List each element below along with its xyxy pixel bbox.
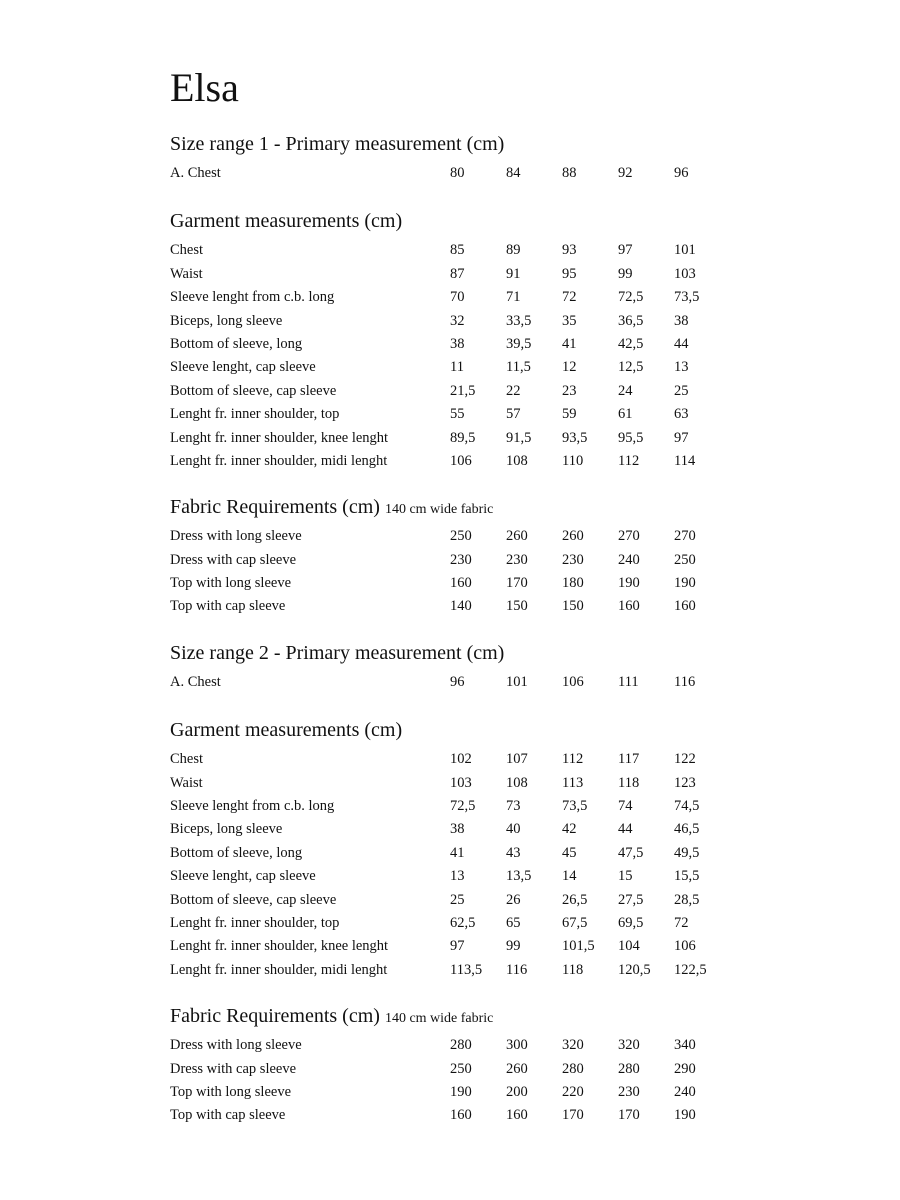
size-4-value: 99 <box>618 265 633 282</box>
size-3-value: 23 <box>562 382 577 399</box>
size-2-value: 57 <box>506 406 521 423</box>
table-row <box>170 572 730 595</box>
size-2-value: 65 <box>506 914 521 931</box>
size-2-value: 39,5 <box>506 335 532 352</box>
size-5-value: 270 <box>674 528 696 545</box>
size-2-value: 160 <box>506 1107 528 1124</box>
size-5-value: 123 <box>674 774 696 791</box>
size-2-value: 13,5 <box>506 868 532 885</box>
size-2-value: 26 <box>506 891 521 908</box>
table-row <box>170 162 730 185</box>
table-row <box>170 1081 730 1104</box>
row-label: Dress with cap sleeve <box>170 551 297 568</box>
garment-measurements-table <box>170 239 730 473</box>
size-2-value: 300 <box>506 1037 528 1054</box>
size-4-value: 160 <box>618 598 640 615</box>
size-5-value: 13 <box>674 359 689 376</box>
table-row <box>170 889 730 912</box>
table-row <box>170 450 730 473</box>
size-2-value: 89 <box>506 242 521 259</box>
size-3-value: 110 <box>562 452 584 469</box>
size-4-value: 36,5 <box>618 312 644 329</box>
size-1-value: 230 <box>450 551 472 568</box>
size-2-value: 260 <box>506 1060 528 1077</box>
size-3-value: 113 <box>562 774 584 791</box>
row-label: Chest <box>170 242 204 259</box>
row-label: Dress with long sleeve <box>170 528 302 545</box>
row-label: Waist <box>170 774 203 791</box>
size-2-value: 43 <box>506 844 521 861</box>
size-5-value: 340 <box>674 1037 696 1054</box>
size-4-value: 15 <box>618 868 633 885</box>
size-4-value: 112 <box>618 452 640 469</box>
table-row <box>170 356 730 379</box>
size-1-value: 89,5 <box>450 429 476 446</box>
size-3-value: 42 <box>562 821 577 838</box>
fabric-width-note: 140 cm wide fabric <box>384 1011 494 1027</box>
fabric-requirements-heading <box>170 493 730 521</box>
size-5-value: 25 <box>674 382 689 399</box>
row-label: Biceps, long sleeve <box>170 821 283 838</box>
size-5-value: 160 <box>674 598 696 615</box>
size-1-value: 70 <box>450 289 465 306</box>
size-5-value: 122 <box>674 751 696 768</box>
fabric-requirements-title: Fabric Requirements (cm) <box>170 496 380 519</box>
size-5-value: 49,5 <box>674 844 700 861</box>
size-5-value: 190 <box>674 575 696 592</box>
size-2-value: 107 <box>506 751 528 768</box>
size-3-value: 106 <box>562 673 584 690</box>
size-3-value: 170 <box>562 1107 584 1124</box>
size-5-value: 15,5 <box>674 868 700 885</box>
size-1-value: 55 <box>450 406 465 423</box>
size-1-value: 102 <box>450 751 472 768</box>
size-3-value: 72 <box>562 289 577 306</box>
row-label: Sleeve lenght from c.b. long <box>170 798 335 815</box>
size-3-value: 260 <box>562 528 584 545</box>
table-row <box>170 310 730 333</box>
table-row <box>170 1034 730 1057</box>
size-2-value: 101 <box>506 673 528 690</box>
size-4-value: 230 <box>618 1083 640 1100</box>
size-4-value: 44 <box>618 821 633 838</box>
table-row <box>170 959 730 982</box>
size-3-value: 45 <box>562 844 577 861</box>
fabric-requirements-title: Fabric Requirements (cm) <box>170 1005 380 1028</box>
table-row <box>170 595 730 618</box>
size-1-value: 87 <box>450 265 465 282</box>
primary-measurement-heading: Size range 2 - Primary measurement (cm) <box>170 641 505 664</box>
size-2-value: 84 <box>506 165 521 181</box>
size-1-value: 280 <box>450 1037 472 1054</box>
size-4-value: 61 <box>618 406 633 423</box>
size-5-value: 28,5 <box>674 891 700 908</box>
table-row <box>170 380 730 403</box>
size-2-value: 33,5 <box>506 312 532 329</box>
size-5-value: 38 <box>674 312 689 329</box>
row-label: Lenght fr. inner shoulder, midi lenght <box>170 452 388 469</box>
size-2-value: 11,5 <box>506 359 531 376</box>
primary-measurement-table <box>170 162 730 185</box>
row-label: Top with long sleeve <box>170 1083 292 1100</box>
size-5-value: 97 <box>674 429 689 446</box>
table-row <box>170 239 730 262</box>
size-3-value: 280 <box>562 1060 584 1077</box>
size-3-value: 93,5 <box>562 429 588 446</box>
size-4-value: 42,5 <box>618 335 644 352</box>
row-label: Bottom of sleeve, cap sleeve <box>170 382 337 399</box>
size-3-value: 12 <box>562 359 577 376</box>
row-label: Bottom of sleeve, cap sleeve <box>170 891 337 908</box>
size-1-value: 13 <box>450 868 465 885</box>
table-row <box>170 671 730 694</box>
size-5-value: 106 <box>674 938 696 955</box>
size-3-value: 26,5 <box>562 891 588 908</box>
fabric-width-note: 140 cm wide fabric <box>384 502 494 518</box>
size-5-value: 240 <box>674 1083 696 1100</box>
table-row <box>170 818 730 841</box>
row-label: A. Chest <box>170 165 221 181</box>
size-1-value: 103 <box>450 774 472 791</box>
size-4-value: 27,5 <box>618 891 644 908</box>
row-label: Lenght fr. inner shoulder, top <box>170 914 340 931</box>
size-5-value: 74,5 <box>674 798 700 815</box>
row-label: Chest <box>170 751 204 768</box>
document-title: Elsa <box>170 65 239 110</box>
size-5-value: 116 <box>674 673 696 690</box>
size-1-value: 25 <box>450 891 465 908</box>
size-4-value: 92 <box>618 165 633 181</box>
size-5-value: 101 <box>674 242 696 259</box>
row-label: A. Chest <box>170 673 221 690</box>
row-label: Top with cap sleeve <box>170 1107 286 1124</box>
primary-measurement-heading: Size range 1 - Primary measurement (cm) <box>170 133 505 155</box>
size-5-value: 290 <box>674 1060 696 1077</box>
size-5-value: 44 <box>674 335 689 352</box>
size-2-value: 230 <box>506 551 528 568</box>
size-1-value: 11 <box>450 359 464 376</box>
size-2-value: 260 <box>506 528 528 545</box>
table-row <box>170 1058 730 1081</box>
size-3-value: 93 <box>562 242 577 259</box>
size-3-value: 150 <box>562 598 584 615</box>
size-2-value: 22 <box>506 382 521 399</box>
size-4-value: 120,5 <box>618 961 651 978</box>
size-2-value: 99 <box>506 938 521 955</box>
size-4-value: 72,5 <box>618 289 644 306</box>
size-5-value: 114 <box>674 452 696 469</box>
size-4-value: 240 <box>618 551 640 568</box>
size-4-value: 104 <box>618 938 640 955</box>
size-5-value: 46,5 <box>674 821 700 838</box>
table-row <box>170 427 730 450</box>
size-1-value: 250 <box>450 1060 472 1077</box>
size-2-value: 73 <box>506 798 521 815</box>
garment-measurements-heading: Garment measurements (cm) <box>170 719 403 742</box>
size-3-value: 95 <box>562 265 577 282</box>
size-5-value: 190 <box>674 1107 696 1124</box>
garment-measurements-table <box>170 748 730 982</box>
size-2-value: 91 <box>506 265 521 282</box>
size-3-value: 88 <box>562 165 577 181</box>
size-range-2 <box>170 639 730 1128</box>
size-1-value: 96 <box>450 673 465 690</box>
size-1-value: 38 <box>450 821 465 838</box>
size-1-value: 62,5 <box>450 914 476 931</box>
size-4-value: 111 <box>618 673 639 690</box>
size-2-value: 40 <box>506 821 521 838</box>
size-4-value: 117 <box>618 751 640 768</box>
table-row <box>170 795 730 818</box>
row-label: Lenght fr. inner shoulder, top <box>170 406 340 423</box>
row-label: Biceps, long sleeve <box>170 312 283 329</box>
row-label: Top with cap sleeve <box>170 598 286 615</box>
size-5-value: 122,5 <box>674 961 707 978</box>
size-1-value: 97 <box>450 938 465 955</box>
size-3-value: 320 <box>562 1037 584 1054</box>
size-2-value: 170 <box>506 575 528 592</box>
size-4-value: 190 <box>618 575 640 592</box>
size-3-value: 41 <box>562 335 577 352</box>
size-3-value: 118 <box>562 961 584 978</box>
size-2-value: 116 <box>506 961 528 978</box>
row-label: Bottom of sleeve, long <box>170 844 303 861</box>
size-1-value: 21,5 <box>450 382 476 399</box>
size-2-value: 108 <box>506 452 528 469</box>
size-4-value: 170 <box>618 1107 640 1124</box>
size-5-value: 63 <box>674 406 689 423</box>
size-1-value: 160 <box>450 575 472 592</box>
row-label: Dress with cap sleeve <box>170 1060 297 1077</box>
document-content <box>170 66 730 1128</box>
size-3-value: 73,5 <box>562 798 588 815</box>
size-4-value: 97 <box>618 242 633 259</box>
fabric-requirements-heading <box>170 1002 730 1030</box>
size-5-value: 72 <box>674 914 689 931</box>
size-4-value: 12,5 <box>618 359 644 376</box>
size-3-value: 230 <box>562 551 584 568</box>
size-3-value: 14 <box>562 868 577 885</box>
table-row <box>170 1104 730 1127</box>
size-3-value: 35 <box>562 312 577 329</box>
row-label: Lenght fr. inner shoulder, knee lenght <box>170 429 389 446</box>
size-2-value: 71 <box>506 289 521 306</box>
table-row <box>170 935 730 958</box>
size-2-value: 91,5 <box>506 429 532 446</box>
table-row <box>170 403 730 426</box>
table-row <box>170 772 730 795</box>
size-4-value: 118 <box>618 774 640 791</box>
row-label: Lenght fr. inner shoulder, knee lenght <box>170 938 389 955</box>
size-4-value: 270 <box>618 528 640 545</box>
row-label: Lenght fr. inner shoulder, midi lenght <box>170 961 388 978</box>
size-range-1 <box>170 130 730 639</box>
row-label: Sleeve lenght, cap sleeve <box>170 359 316 376</box>
size-1-value: 38 <box>450 335 465 352</box>
size-2-value: 108 <box>506 774 528 791</box>
table-row <box>170 842 730 865</box>
fabric-requirements-table <box>170 1034 730 1128</box>
size-5-value: 103 <box>674 265 696 282</box>
row-label: Dress with long sleeve <box>170 1037 302 1054</box>
table-row <box>170 286 730 309</box>
size-1-value: 85 <box>450 242 465 259</box>
table-row <box>170 333 730 356</box>
size-1-value: 41 <box>450 844 465 861</box>
size-3-value: 67,5 <box>562 914 588 931</box>
size-4-value: 69,5 <box>618 914 644 931</box>
size-3-value: 180 <box>562 575 584 592</box>
size-5-value: 96 <box>674 165 689 181</box>
size-2-value: 150 <box>506 598 528 615</box>
size-1-value: 250 <box>450 528 472 545</box>
table-row <box>170 263 730 286</box>
table-row <box>170 912 730 935</box>
size-1-value: 72,5 <box>450 798 476 815</box>
size-4-value: 280 <box>618 1060 640 1077</box>
table-row <box>170 748 730 771</box>
size-5-value: 73,5 <box>674 289 700 306</box>
table-row <box>170 549 730 572</box>
size-4-value: 24 <box>618 382 633 399</box>
size-4-value: 95,5 <box>618 429 644 446</box>
size-1-value: 80 <box>450 165 465 181</box>
size-1-value: 140 <box>450 598 472 615</box>
size-3-value: 112 <box>562 751 584 768</box>
table-row <box>170 865 730 888</box>
primary-measurement-table <box>170 671 730 694</box>
size-1-value: 190 <box>450 1083 472 1100</box>
size-3-value: 220 <box>562 1083 584 1100</box>
row-label: Sleeve lenght from c.b. long <box>170 289 335 306</box>
size-1-value: 32 <box>450 312 465 329</box>
size-3-value: 59 <box>562 406 577 423</box>
size-1-value: 160 <box>450 1107 472 1124</box>
size-2-value: 200 <box>506 1083 528 1100</box>
fabric-requirements-table <box>170 525 730 619</box>
size-3-value: 101,5 <box>562 938 595 955</box>
garment-measurements-heading: Garment measurements (cm) <box>170 210 403 233</box>
size-4-value: 320 <box>618 1037 640 1054</box>
size-4-value: 47,5 <box>618 844 644 861</box>
table-row <box>170 525 730 548</box>
size-5-value: 250 <box>674 551 696 568</box>
size-1-value: 113,5 <box>450 961 483 978</box>
row-label: Top with long sleeve <box>170 575 292 592</box>
size-4-value: 74 <box>618 798 633 815</box>
row-label: Sleeve lenght, cap sleeve <box>170 868 316 885</box>
row-label: Waist <box>170 265 203 282</box>
row-label: Bottom of sleeve, long <box>170 335 303 352</box>
size-1-value: 106 <box>450 452 472 469</box>
